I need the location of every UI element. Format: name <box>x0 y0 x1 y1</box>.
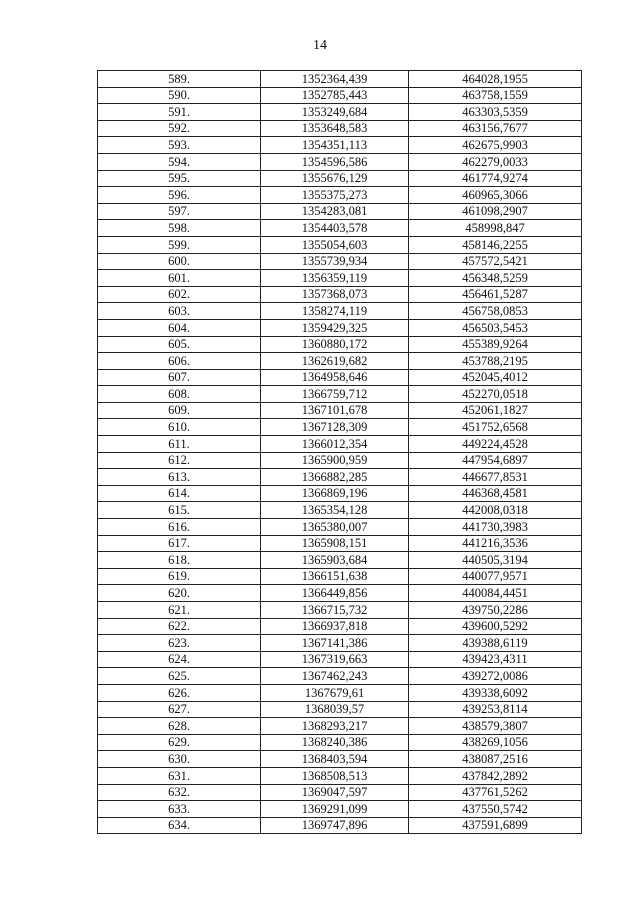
table-row <box>98 270 582 287</box>
table-row <box>98 535 582 552</box>
x-coordinate-cell: 1364958,646 <box>261 369 409 386</box>
point-number-cell: 621. <box>98 602 261 619</box>
point-number-cell: 615. <box>98 502 261 519</box>
table-row <box>98 602 582 619</box>
y-coordinate-cell: 462279,0033 <box>409 153 582 170</box>
y-coordinate-cell: 440077,9571 <box>409 568 582 585</box>
x-coordinate-cell: 1365908,151 <box>261 535 409 552</box>
point-number-cell: 617. <box>98 535 261 552</box>
table-row <box>98 104 582 121</box>
x-coordinate-cell: 1358274,119 <box>261 303 409 320</box>
x-coordinate-cell: 1369291,099 <box>261 801 409 818</box>
point-number-cell: 601. <box>98 270 261 287</box>
point-number-cell: 604. <box>98 319 261 336</box>
point-number-cell: 605. <box>98 336 261 353</box>
x-coordinate-cell: 1355676,129 <box>261 170 409 187</box>
table-row <box>98 353 582 370</box>
y-coordinate-cell: 447954,6897 <box>409 452 582 469</box>
x-coordinate-cell: 1367128,309 <box>261 419 409 436</box>
x-coordinate-cell: 1365380,007 <box>261 519 409 536</box>
table-row <box>98 170 582 187</box>
x-coordinate-cell: 1368508,513 <box>261 767 409 784</box>
table-row <box>98 253 582 270</box>
x-coordinate-cell: 1368240,386 <box>261 734 409 751</box>
table-row <box>98 751 582 768</box>
table-row <box>98 469 582 486</box>
table-row <box>98 552 582 569</box>
point-number-cell: 596. <box>98 187 261 204</box>
point-number-cell: 624. <box>98 651 261 668</box>
y-coordinate-cell: 438087,2516 <box>409 751 582 768</box>
point-number-cell: 616. <box>98 519 261 536</box>
x-coordinate-cell: 1369747,896 <box>261 817 409 834</box>
table-row <box>98 718 582 735</box>
point-number-cell: 614. <box>98 485 261 502</box>
x-coordinate-cell: 1354596,586 <box>261 153 409 170</box>
table-row <box>98 187 582 204</box>
table-row <box>98 303 582 320</box>
x-coordinate-cell: 1360880,172 <box>261 336 409 353</box>
point-number-cell: 612. <box>98 452 261 469</box>
point-number-cell: 634. <box>98 817 261 834</box>
point-number-cell: 633. <box>98 801 261 818</box>
y-coordinate-cell: 451752,6568 <box>409 419 582 436</box>
table-row <box>98 203 582 220</box>
point-number-cell: 603. <box>98 303 261 320</box>
point-number-cell: 627. <box>98 701 261 718</box>
point-number-cell: 622. <box>98 618 261 635</box>
y-coordinate-cell: 452270,0518 <box>409 386 582 403</box>
table-row <box>98 153 582 170</box>
y-coordinate-cell: 458146,2255 <box>409 236 582 253</box>
point-number-cell: 593. <box>98 137 261 154</box>
y-coordinate-cell: 461774,9274 <box>409 170 582 187</box>
x-coordinate-cell: 1356359,119 <box>261 270 409 287</box>
table-row <box>98 436 582 453</box>
x-coordinate-cell: 1365903,684 <box>261 552 409 569</box>
point-number-cell: 611. <box>98 436 261 453</box>
y-coordinate-cell: 446368,4581 <box>409 485 582 502</box>
table-row <box>98 734 582 751</box>
y-coordinate-cell: 460965,3066 <box>409 187 582 204</box>
table-row <box>98 784 582 801</box>
point-number-cell: 599. <box>98 236 261 253</box>
table-row <box>98 419 582 436</box>
x-coordinate-cell: 1355054,603 <box>261 236 409 253</box>
x-coordinate-cell: 1368403,594 <box>261 751 409 768</box>
point-number-cell: 618. <box>98 552 261 569</box>
y-coordinate-cell: 439600,5292 <box>409 618 582 635</box>
x-coordinate-cell: 1365900,959 <box>261 452 409 469</box>
table-row <box>98 220 582 237</box>
y-coordinate-cell: 439253,8114 <box>409 701 582 718</box>
coordinates-table <box>97 70 582 834</box>
point-number-cell: 597. <box>98 203 261 220</box>
table-row <box>98 120 582 137</box>
x-coordinate-cell: 1366012,354 <box>261 436 409 453</box>
point-number-cell: 592. <box>98 120 261 137</box>
table-row <box>98 336 582 353</box>
point-number-cell: 623. <box>98 635 261 652</box>
x-coordinate-cell: 1366449,856 <box>261 585 409 602</box>
table-row <box>98 236 582 253</box>
point-number-cell: 600. <box>98 253 261 270</box>
x-coordinate-cell: 1366151,638 <box>261 568 409 585</box>
table-row <box>98 386 582 403</box>
y-coordinate-cell: 440084,4451 <box>409 585 582 602</box>
point-number-cell: 625. <box>98 668 261 685</box>
y-coordinate-cell: 439338,6092 <box>409 684 582 701</box>
point-number-cell: 598. <box>98 220 261 237</box>
y-coordinate-cell: 464028,1955 <box>409 71 582 88</box>
table-row <box>98 452 582 469</box>
table-row <box>98 369 582 386</box>
table-row <box>98 585 582 602</box>
x-coordinate-cell: 1367101,678 <box>261 402 409 419</box>
point-number-cell: 609. <box>98 402 261 419</box>
x-coordinate-cell: 1366759,712 <box>261 386 409 403</box>
point-number-cell: 591. <box>98 104 261 121</box>
y-coordinate-cell: 456348,5259 <box>409 270 582 287</box>
y-coordinate-cell: 463156,7677 <box>409 120 582 137</box>
y-coordinate-cell: 441216,3536 <box>409 535 582 552</box>
y-coordinate-cell: 439423,4311 <box>409 651 582 668</box>
point-number-cell: 619. <box>98 568 261 585</box>
table-row <box>98 651 582 668</box>
table-row <box>98 286 582 303</box>
x-coordinate-cell: 1368293,217 <box>261 718 409 735</box>
y-coordinate-cell: 437550,5742 <box>409 801 582 818</box>
point-number-cell: 620. <box>98 585 261 602</box>
table-row <box>98 817 582 834</box>
y-coordinate-cell: 442008,0318 <box>409 502 582 519</box>
table-row <box>98 618 582 635</box>
y-coordinate-cell: 438269,1056 <box>409 734 582 751</box>
y-coordinate-cell: 439388,6119 <box>409 635 582 652</box>
point-number-cell: 606. <box>98 353 261 370</box>
point-number-cell: 626. <box>98 684 261 701</box>
x-coordinate-cell: 1355739,934 <box>261 253 409 270</box>
y-coordinate-cell: 441730,3983 <box>409 519 582 536</box>
y-coordinate-cell: 446677,8531 <box>409 469 582 486</box>
y-coordinate-cell: 437842,2892 <box>409 767 582 784</box>
table-row <box>98 137 582 154</box>
point-number-cell: 629. <box>98 734 261 751</box>
x-coordinate-cell: 1359429,325 <box>261 319 409 336</box>
y-coordinate-cell: 456461,5287 <box>409 286 582 303</box>
x-coordinate-cell: 1366715,732 <box>261 602 409 619</box>
x-coordinate-cell: 1355375,273 <box>261 187 409 204</box>
x-coordinate-cell: 1354351,113 <box>261 137 409 154</box>
table-row <box>98 502 582 519</box>
table-row <box>98 87 582 104</box>
point-number-cell: 602. <box>98 286 261 303</box>
y-coordinate-cell: 452045,4012 <box>409 369 582 386</box>
x-coordinate-cell: 1354283,081 <box>261 203 409 220</box>
x-coordinate-cell: 1353249,684 <box>261 104 409 121</box>
point-number-cell: 590. <box>98 87 261 104</box>
point-number-cell: 610. <box>98 419 261 436</box>
x-coordinate-cell: 1362619,682 <box>261 353 409 370</box>
table-row <box>98 485 582 502</box>
x-coordinate-cell: 1366882,285 <box>261 469 409 486</box>
point-number-cell: 608. <box>98 386 261 403</box>
table-row <box>98 767 582 784</box>
y-coordinate-cell: 462675,9903 <box>409 137 582 154</box>
table-row <box>98 519 582 536</box>
table-row <box>98 568 582 585</box>
x-coordinate-cell: 1367679,61 <box>261 684 409 701</box>
table-row <box>98 684 582 701</box>
point-number-cell: 628. <box>98 718 261 735</box>
x-coordinate-cell: 1367141,386 <box>261 635 409 652</box>
y-coordinate-cell: 437761,5262 <box>409 784 582 801</box>
y-coordinate-cell: 463758,1559 <box>409 87 582 104</box>
y-coordinate-cell: 463303,5359 <box>409 104 582 121</box>
x-coordinate-cell: 1368039,57 <box>261 701 409 718</box>
point-number-cell: 595. <box>98 170 261 187</box>
point-number-cell: 589. <box>98 71 261 88</box>
x-coordinate-cell: 1352785,443 <box>261 87 409 104</box>
y-coordinate-cell: 452061,1827 <box>409 402 582 419</box>
x-coordinate-cell: 1357368,073 <box>261 286 409 303</box>
y-coordinate-cell: 456758,0853 <box>409 303 582 320</box>
y-coordinate-cell: 458998,847 <box>409 220 582 237</box>
table-row <box>98 701 582 718</box>
y-coordinate-cell: 461098,2907 <box>409 203 582 220</box>
y-coordinate-cell: 455389,9264 <box>409 336 582 353</box>
y-coordinate-cell: 438579,3807 <box>409 718 582 735</box>
coordinates-table-body <box>98 71 582 834</box>
y-coordinate-cell: 456503,5453 <box>409 319 582 336</box>
table-row <box>98 801 582 818</box>
y-coordinate-cell: 440505,3194 <box>409 552 582 569</box>
table-row <box>98 668 582 685</box>
x-coordinate-cell: 1354403,578 <box>261 220 409 237</box>
table-row <box>98 319 582 336</box>
x-coordinate-cell: 1366869,196 <box>261 485 409 502</box>
y-coordinate-cell: 449224,4528 <box>409 436 582 453</box>
table-row <box>98 402 582 419</box>
x-coordinate-cell: 1365354,128 <box>261 502 409 519</box>
point-number-cell: 607. <box>98 369 261 386</box>
table-row <box>98 635 582 652</box>
x-coordinate-cell: 1367462,243 <box>261 668 409 685</box>
point-number-cell: 613. <box>98 469 261 486</box>
x-coordinate-cell: 1352364,439 <box>261 71 409 88</box>
table-row <box>98 71 582 88</box>
point-number-cell: 631. <box>98 767 261 784</box>
y-coordinate-cell: 453788,2195 <box>409 353 582 370</box>
point-number-cell: 632. <box>98 784 261 801</box>
point-number-cell: 594. <box>98 153 261 170</box>
y-coordinate-cell: 439750,2286 <box>409 602 582 619</box>
x-coordinate-cell: 1369047,597 <box>261 784 409 801</box>
point-number-cell: 630. <box>98 751 261 768</box>
x-coordinate-cell: 1366937,818 <box>261 618 409 635</box>
x-coordinate-cell: 1367319,663 <box>261 651 409 668</box>
y-coordinate-cell: 457572,5421 <box>409 253 582 270</box>
y-coordinate-cell: 437591,6899 <box>409 817 582 834</box>
x-coordinate-cell: 1353648,583 <box>261 120 409 137</box>
page-number: 14 <box>313 38 327 53</box>
y-coordinate-cell: 439272,0086 <box>409 668 582 685</box>
